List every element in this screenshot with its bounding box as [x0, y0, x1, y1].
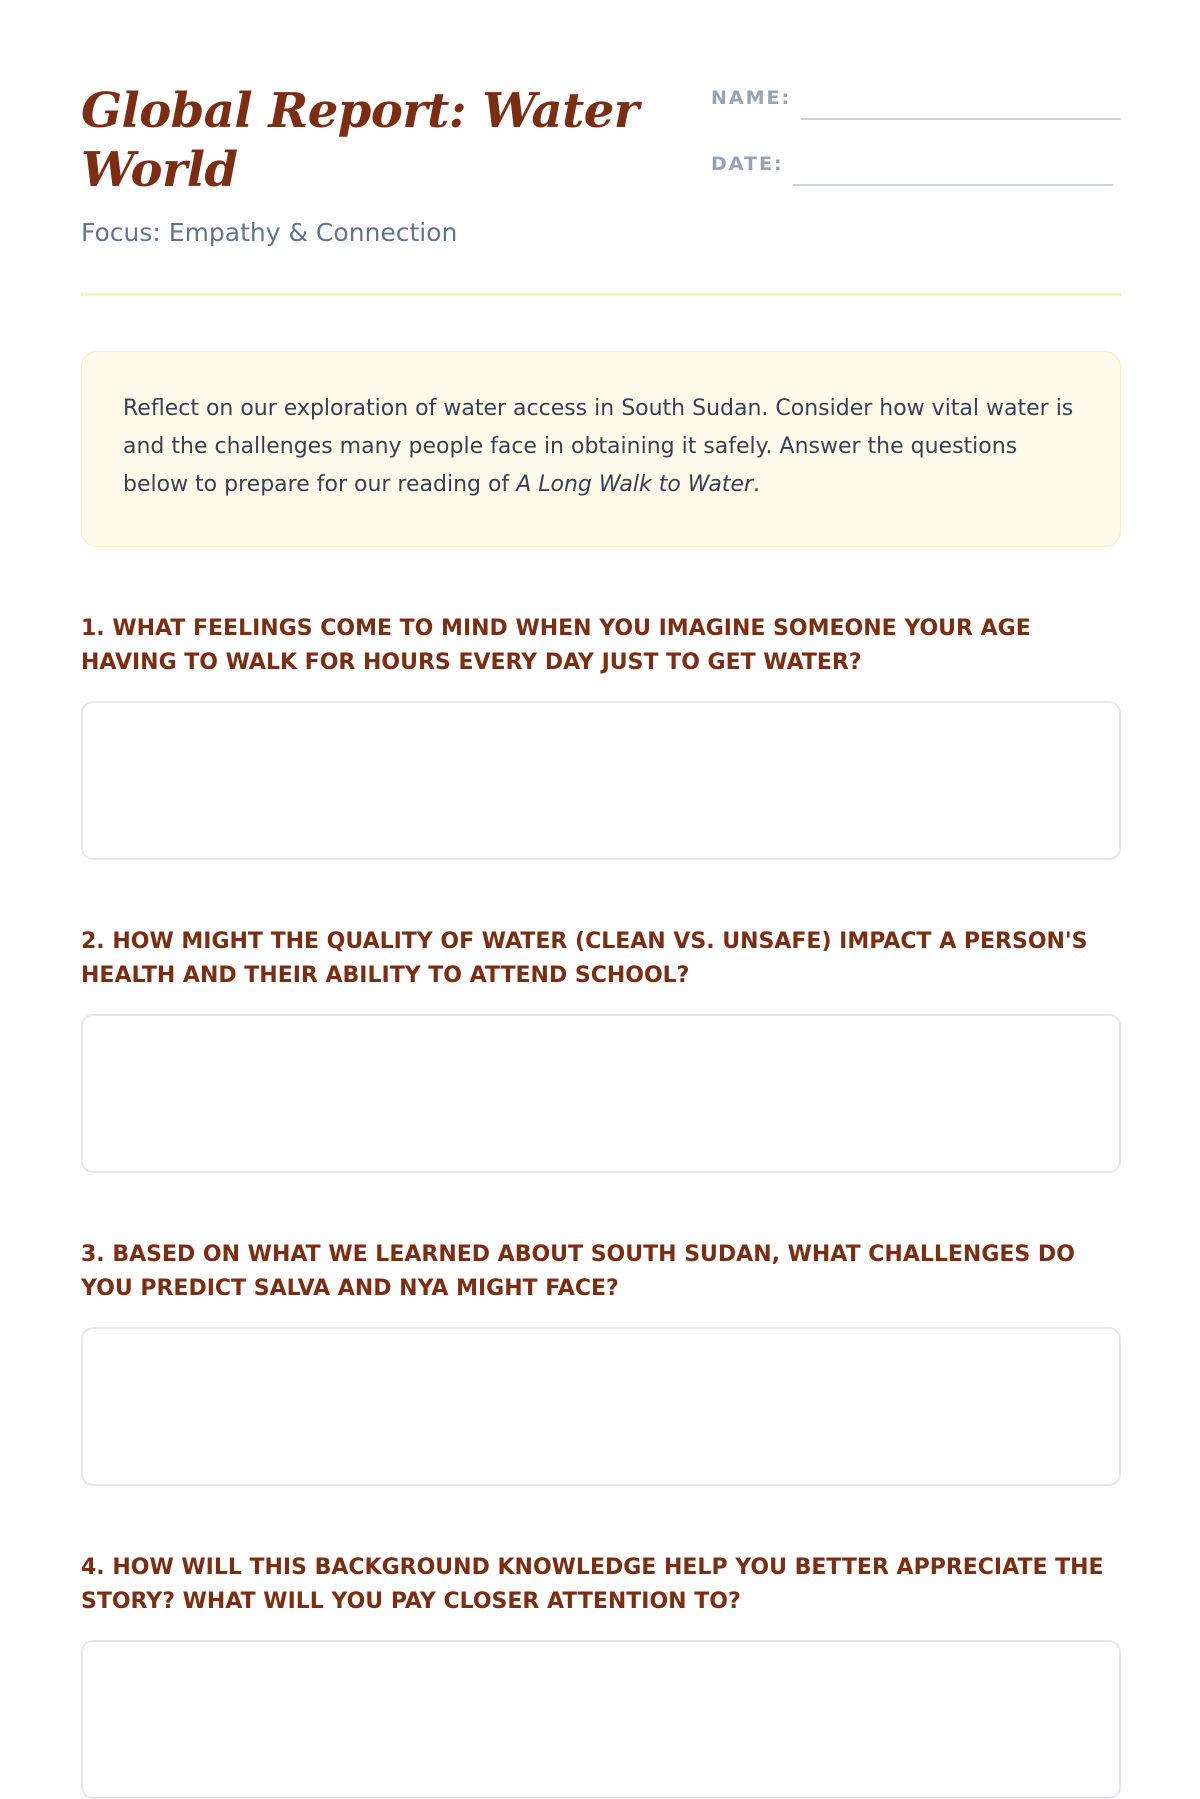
date-label: DATE:: [711, 153, 784, 175]
intro-box: [81, 351, 1121, 547]
page-title: Global Report: Water World: [81, 83, 639, 198]
intro-text-end: .: [753, 472, 761, 497]
worksheet-header: [81, 82, 1121, 292]
question-2: [81, 925, 1121, 993]
question-4-text: 4. HOW WILL THIS BACKGROUND KNOWLEDGE HELP YOU BETTER APPRECIATE THE STORY? WHAT WILL YOU PAY CLOSER ATTENTION TO?: [81, 1555, 1104, 1614]
answer-box-2[interactable]: [81, 1014, 1121, 1173]
date-input-line[interactable]: [793, 184, 1113, 186]
answer-box-1[interactable]: [81, 701, 1121, 860]
answer-box-3[interactable]: [81, 1327, 1121, 1486]
book-title: A Long Walk to Water: [516, 472, 754, 497]
worksheet-page: [81, 0, 1121, 1614]
intro-text: [123, 390, 1082, 504]
question-4: [81, 1551, 1121, 1619]
date-field[interactable]: [711, 148, 1121, 188]
question-1-text: 1. WHAT FEELINGS COME TO MIND WHEN YOU IMAGINE SOMEONE YOUR AGE HAVING TO WALK FOR HOURS EVERY DAY JUST TO GET WATER?: [81, 616, 1031, 675]
name-label: NAME:: [711, 87, 792, 109]
question-1: [81, 612, 1121, 680]
question-2-text: 2. HOW MIGHT THE QUALITY OF WATER (CLEAN VS. UNSAFE) IMPACT A PERSON'S HEALTH AND THEIR ABILITY TO ATTEND SCHOOL?: [81, 929, 1088, 988]
name-input-line[interactable]: [801, 118, 1121, 120]
answer-box-4[interactable]: [81, 1640, 1121, 1799]
question-3-text: 3. BASED ON WHAT WE LEARNED ABOUT SOUTH SUDAN, WHAT CHALLENGES DO YOU PREDICT SALVA AND NYA MIGHT FACE?: [81, 1242, 1075, 1301]
name-field[interactable]: [711, 82, 1121, 122]
header-divider: [81, 293, 1121, 296]
question-3: [81, 1238, 1121, 1306]
intro-text-main: Reflect on our exploration of water access in South Sudan. Consider how vital water is and the challenges many people face in obtaining it safely. Answer the questions below to prepare for our reading of: [123, 396, 1074, 497]
page-subtitle: Focus: Empathy & Connection: [81, 218, 458, 247]
